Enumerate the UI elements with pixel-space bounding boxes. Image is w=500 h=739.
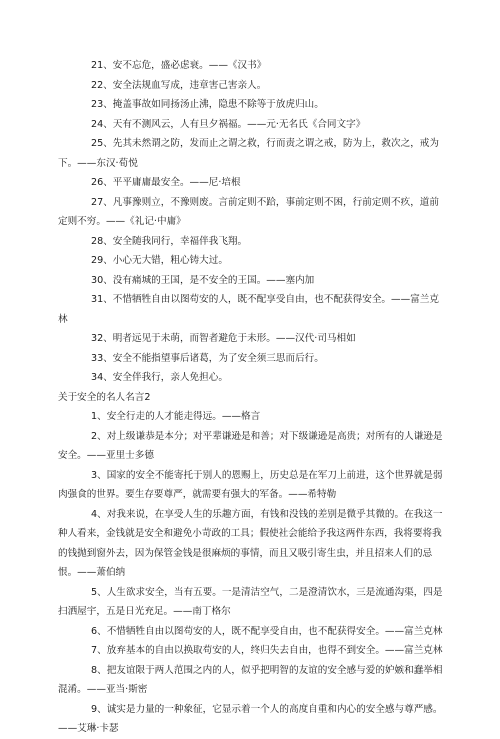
document-body bbox=[58, 56, 444, 739]
quote-paragraph: 7、放弃基本的自由以换取苟安的人，终归失去自由，也得不到安全。——富兰克林 bbox=[91, 645, 443, 656]
quote-paragraph: 2、对上级谦恭是本分；对平辈谦逊是和善；对下级谦逊是高贵；对所有的人谦逊是安全。——亚里士多德 bbox=[58, 430, 443, 461]
quote-paragraph: 21、安不忘危，盛必虑衰。——《汉书》 bbox=[91, 60, 267, 71]
quote-paragraph: 32、明者远见于未萌，而智者避危于未形。——汉代·司马相如 bbox=[91, 333, 356, 344]
quote-paragraph: 8、把友谊限于两人范围之内的人，似乎把明智的友谊的安全感与爱的妒嫉和蠢举相混淆。——亚当·斯密 bbox=[58, 664, 443, 695]
quote-paragraph: 23、掩盖事故如同扬汤止沸，隐患不除等于放虎归山。 bbox=[91, 99, 324, 110]
section-heading: 关于安全的名人名言2 bbox=[58, 391, 151, 403]
quote-paragraph: 24、天有不测风云，人有旦夕祸福。——元·无名氏《合同文字》 bbox=[91, 118, 366, 130]
quote-paragraph: 27、凡事豫则立，不豫则废。言前定则不跲，事前定则不困，行前定则不疚，道前定则不穷。——《礼记·中庸》 bbox=[58, 196, 439, 227]
quote-paragraph: 34、安全伴我行，亲人免担心。 bbox=[91, 372, 228, 383]
quote-paragraph: 22、安全法规血写成，违章害己害亲人。 bbox=[91, 79, 267, 91]
quote-paragraph: 5、人生欲求安全，当有五要。一是清洁空气，二是澄清饮水，三是流通沟渠，四是扫洒屋宇，五是日光充足。——南丁格尔 bbox=[58, 586, 443, 617]
quote-paragraph: 26、平平庸庸最安全。——尼·培根 bbox=[91, 177, 241, 188]
quote-paragraph: 9、诚实是力量的一种象征，它显示着一个人的高度自重和内心的安全感与尊严感。——艾琳·卡瑟 bbox=[58, 703, 443, 734]
quote-paragraph: 4、对我来说，在享受人生的乐趣方面，有钱和没钱的差别是微乎其微的。在我这一种人看来，金钱就是安全和避免小苛政的工具；假使社会能给予我这两件东西，我将要将我的钱抛到窗外去，因为保管金钱是很麻烦的事情，而且又吸引寄生虫，并且招来人们的忌恨。——萧伯纳 bbox=[58, 508, 443, 578]
quote-paragraph: 33、安全不能指望事后诸葛，为了安全须三思而后行。 bbox=[91, 352, 324, 364]
quote-paragraph: 6、不惜牺牲自由以图苟安的人，既不配享受自由，也不配获得安全。——富兰克林 bbox=[91, 625, 443, 637]
quote-paragraph: 28、安全随我同行，幸福伴我飞翔。 bbox=[91, 235, 248, 247]
quote-paragraph: 25、先其未然谓之防，发而止之谓之救，行而责之谓之戒，防为上，救次之，戒为下。——东汉·荀悦 bbox=[58, 138, 439, 169]
quote-paragraph: 1、安全行走的人才能走得远。——格言 bbox=[91, 411, 261, 422]
quote-paragraph: 3、国家的安全不能寄托于别人的恩赐上，历史总是在军刀上前进，这个世界就是弱肉强食的世界。要生存要尊严，就需要有强大的军备。——希特勒 bbox=[58, 469, 443, 500]
quote-paragraph: 29、小心无大错，粗心铸大过。 bbox=[91, 255, 228, 266]
quote-paragraph: 30、没有痛城的王国，是不安全的王国。——塞内加 bbox=[91, 274, 315, 286]
quote-paragraph: 31、不惜牺牲自由以图苟安的人，既不配享受自由，也不配获得安全。——富兰克林 bbox=[58, 294, 439, 325]
